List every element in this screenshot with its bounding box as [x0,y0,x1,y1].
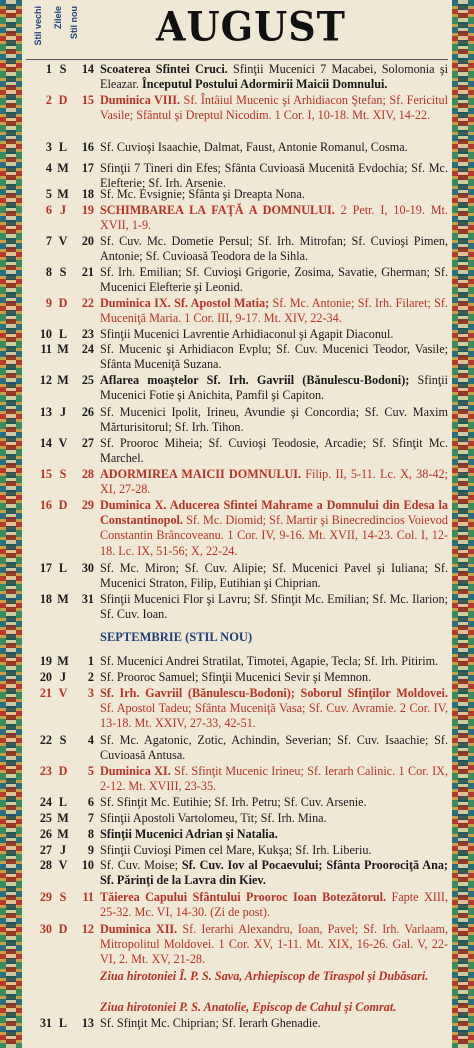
feast-text: Sf. Irh. Emilian; Sf. Cuvioşi Grigorie, Zosima, Savatie, Gherman; Sf. Mucenici Elefterie şi Leonid. [100,265,448,295]
new-style-date: 20 [81,234,94,248]
new-style-date: 25 [81,373,94,387]
weekday-letter: S [59,62,67,76]
feast-text: Sf. Mucenic şi Arhidiacon Evplu; Sf. Cuv. Mucenici Teodor, Vasile; Sfânta Muceniţă Suzana. [100,342,448,372]
feast-description [100,827,448,842]
feast-text: Sf. Mucenici Ipolit, Irineu, Avundie şi Concordia; Sf. Cuv. Maxim Mărturisitorul; Sf. Irh. Tihon. [100,405,448,435]
feast-description [100,373,448,403]
new-style-date: 15 [81,93,94,107]
weekday-letter: S [59,467,67,481]
old-style-date: 15 [39,467,52,481]
feast-description [100,561,448,591]
weekday-letter: V [58,686,68,700]
column-header-new-style: Stil nou [69,6,79,39]
weekday-letter: D [58,296,68,310]
feast-description [100,436,448,466]
feast-text: Sf. Apostol Tadeu; Sfânta Muceniţă Vasa; Sf. Cuv. Avramie. 2 Cor. IV, 13-18. Mt. XXIV, 27-33, 42-51. [100,701,448,731]
old-style-date: 16 [39,498,52,512]
feast-text: Fapte XIII, 25-32. Mc. VI, 14-30. (Zi de post). [100,890,448,920]
old-style-date: 20 [39,670,52,684]
weekday-letter: S [59,890,67,904]
new-style-date: 28 [81,467,94,481]
new-style-date: 24 [81,342,94,356]
new-style-date: 14 [81,62,94,76]
weekday-letter: S [59,265,67,279]
feast-text: Sf. Mc. Agatonic, Zotic, Achindin, Severian; Sf. Cuv. Isaachie; Sf. Cuvioasă Antusa. [100,733,448,763]
feast-description [100,296,448,326]
weekday-letter: M [57,827,69,841]
old-style-date: 18 [39,592,52,606]
weekday-letter: V [58,234,68,248]
new-style-date: 3 [87,686,94,700]
weekday-letter: L [58,140,68,154]
new-style-date: 9 [87,843,94,857]
weekday-letter: L [58,327,68,341]
old-style-date: 8 [45,265,52,279]
new-style-date: 7 [87,811,94,825]
feast-text: Sf. Sfinţit Mc. Chiprian; Sf. Ierarh Ghenadie. [100,1016,321,1030]
new-style-date: 16 [81,140,94,154]
old-style-date: 7 [45,234,52,248]
feast-text: Sf. Mc. Antonie; Sf. Irh. Filaret; Sf. Muceniţă Maria. 1 Cor. III, 9-17. Mt. XIV, 22-34. [100,296,448,326]
column-header-old-style: Stil vechi [33,6,43,46]
new-style-date: 11 [82,890,94,904]
feast-highlight: Sfinţii Mucenici Adrian şi Natalia. [100,827,278,841]
feast-description [100,670,448,685]
new-style-date: 5 [87,764,94,778]
old-style-date: 17 [39,561,52,575]
feast-highlight: Duminica X. Aducerea Sfintei Mahrame a Domnului din Edesa la Constantinopol. [100,498,448,528]
feast-text: Sf. Prooroc Samuel; Sfinţii Mucenici Sevir şi Memnon. [100,670,372,684]
weekday-letter: S [59,733,67,747]
feast-text: Sf. Cuv. Moise; [100,858,182,872]
feast-highlight: SCHIMBAREA LA FAŢĂ A DOMNULUI. [100,203,335,217]
ordination-note: Ziua hirotoniei P. S. Anatolie, Episcop de Cahul şi Comrat. [100,1000,397,1014]
weekday-letter: M [57,811,69,825]
weekday-letter: D [58,93,68,107]
feast-description [100,1016,448,1031]
old-style-date: 29 [39,890,52,904]
old-style-date: 28 [39,858,52,872]
feast-text: Filip. II, 5-11. Lc. X, 38-42; XI, 27-28. [100,467,448,497]
new-style-date: 4 [87,733,94,747]
weekday-letter: J [59,843,67,857]
feast-description [100,265,448,295]
weekday-letter: V [58,858,68,872]
feast-description [100,795,448,810]
new-style-date: 27 [81,436,94,450]
column-header-days: Zilele [53,6,63,30]
feast-highlight: Scoaterea Sfintei Cruci. [100,62,228,76]
feast-description [100,858,448,888]
old-style-date: 26 [39,827,52,841]
weekday-letter: J [59,203,67,217]
feast-highlight: ADORMIREA MAICII DOMNULUI. [100,467,302,481]
new-style-date: 17 [81,161,94,175]
calendar-header [26,0,448,60]
weekday-letter: J [59,405,67,419]
old-style-date: 19 [39,654,52,668]
old-style-date: 30 [39,922,52,936]
feast-text: Sfinţii Mucenici Lavrentie Arhidiaconul şi Agapit Diaconul. [100,327,394,341]
feast-description [100,498,448,559]
weekday-letter: D [58,498,68,512]
feast-highlight: Duminica IX. Sf. Apostol Matia; [100,296,270,310]
feast-description [100,811,448,826]
old-style-date: 31 [39,1016,52,1030]
feast-highlight: Duminica VIII. [100,93,181,107]
feast-description [100,733,448,763]
feast-text: Sfinţii Mucenici 7 Macabei, Solomonia şi Eleazar. [100,62,448,92]
old-style-date: 25 [39,811,52,825]
feast-text: Sf. Cuvioşi Isaachie, Dalmat, Faust, Antonie Romanul, Cosma. [100,140,408,154]
feast-highlight: Sf. Irh. Gavriil (Bănulescu-Bodoni); Soborul Sfinţilor Moldovei. [100,686,448,700]
feast-description [100,890,448,920]
new-style-date: 19 [81,203,94,217]
feast-text: Sf. Sfinţit Mucenic Irineu; Sf. Ierarh Calinic. 1 Cor. IX, 2-12. Mt. XVIII, 23-35. [100,764,448,794]
weekday-letter: L [58,1016,68,1030]
feast-description [100,62,448,92]
weekday-letter: L [58,561,68,575]
feast-description [100,187,448,202]
feast-text: Sf. Ierarhi Alexandru, Ioan, Pavel; Sf. Irh. Varlaam, Mitropolitul Moldovei. 1 Cor. XV, 1-11. Mt. XIX, 16-26. Gal. V, 22-VI, 2. Mt. XV, 21-28. [100,922,449,967]
feast-description [100,342,448,372]
weekday-letter: M [57,161,69,175]
feast-highlight: Aflarea moaştelor Sf. Irh. Gavriil (Bănulescu-Bodoni); [100,373,410,387]
feast-highlight: Duminica XI. [100,764,171,778]
old-style-date: 13 [39,405,52,419]
feast-text: Sf. Mucenici Andrei Stratilat, Timotei, Agapie, Tecla; Sf. Irh. Pitirim. [100,654,439,668]
new-style-date: 29 [81,498,94,512]
feast-description [100,93,448,123]
feast-highlight: Tăierea Capului Sfântului Prooroc Ioan Botezătorul. [100,890,387,904]
new-style-date: 31 [81,592,94,606]
new-style-date: 13 [81,1016,94,1030]
ornamental-border-left [0,0,22,1048]
feast-text: Sfinţii Apostoli Vartolomeu, Tit; Sf. Irh. Mina. [100,811,327,825]
old-style-date: 14 [39,436,52,450]
feast-description [100,327,448,342]
feast-description [100,405,448,435]
weekday-letter: D [58,764,68,778]
feast-description [100,592,448,622]
feast-description [100,140,448,155]
weekday-letter: M [57,187,69,201]
feast-text: Sfinţii 7 Tineri din Efes; Sfânta Cuvioasă Mucenită Evdochia; Sf. Mc. Elefterie; Sf. Irh. Arsenie. [100,161,448,191]
new-style-date: 22 [81,296,94,310]
feast-text: Sf. Prooroc Miheia; Sf. Cuvioşi Teodosie, Arcadie; Sf. Sfinţit Mc. Marchel. [100,436,448,466]
old-style-date: 27 [39,843,52,857]
new-style-date: 10 [81,858,94,872]
old-style-date: 22 [39,733,52,747]
old-style-date: 12 [39,373,52,387]
new-style-date: 8 [87,827,94,841]
feast-description [100,922,448,968]
old-style-date: 6 [45,203,52,217]
old-style-date: 24 [39,795,52,809]
feast-description [100,467,448,497]
feast-highlight: Duminica XII. [100,922,178,936]
old-style-date: 5 [45,187,52,201]
feast-text: Sfinţii Mucenici Fotie şi Anichita, Pamfil şi Capiton. [100,373,448,403]
feast-description [100,764,448,794]
month-title: AUGUST [156,2,346,51]
weekday-letter: D [58,922,68,936]
new-style-date: 12 [81,922,94,936]
feast-text: Sfinţii Cuvioşi Pimen cel Mare, Kukşa; Sf. Irh. Liberiu. [100,843,372,857]
ornamental-border-right [452,0,474,1048]
weekday-letter: M [57,592,69,606]
old-style-date: 10 [39,327,52,341]
feast-description [100,654,448,669]
weekday-letter: M [57,654,69,668]
old-style-date: 1 [45,62,52,76]
feast-description [100,234,448,264]
feast-text: Sf. Mc. Miron; Sf. Cuv. Alipie; Sf. Mucenici Pavel şi Iuliana; Sf. Mucenici Straton, Filip, Eutihian şi Chiprian. [100,561,448,591]
feast-highlight-tail: Începutul Postului Adormirii Maicii Domnului. [141,77,388,92]
weekday-letter: J [59,670,67,684]
old-style-date: 11 [40,342,52,356]
new-style-date: 23 [81,327,94,341]
old-style-date: 9 [45,296,52,310]
old-style-date: 23 [39,764,52,778]
new-style-date: 21 [81,265,94,279]
feast-description [100,843,448,858]
feast-text: Sf. Mc. Evsignie; Sfânta şi Dreapta Nona. [100,187,305,201]
new-style-date: 6 [87,795,94,809]
feast-text: Sf. Întâiul Mucenic şi Arhidiacon Ştefan; Sf. Fericitul Vasile; Sfântul şi Dreptul Nicodim. 1 Cor. I, 10-18. Mt. XIV, 14-22. [100,93,448,123]
old-style-date: 4 [45,161,52,175]
new-style-date: 1 [87,654,94,668]
feast-text: Sf. Sfinţit Mc. Eutihie; Sf. Irh. Petru; Sf. Cuv. Arsenie. [100,795,367,809]
new-style-date: 2 [87,670,94,684]
new-style-date: 18 [81,187,94,201]
calendar-content [26,0,448,1048]
old-style-date: 21 [39,686,52,700]
new-style-date: 26 [81,405,94,419]
feast-description [100,203,448,233]
section-heading-september: SEPTEMBRIE (STIL NOU) [100,630,253,644]
feast-text: Sf. Cuv. Mc. Dometie Persul; Sf. Irh. Mitrofan; Sf. Cuvioşi Pimen, Antonie; Sf. Cuvioasă Teodora de la Sihla. [100,234,448,264]
new-style-date: 30 [81,561,94,575]
weekday-letter: V [58,436,68,450]
feast-text: Sf. Mc. Diomid; Sf. Martir şi Binecredincios Voievod Constantin Brâncoveanu. 1 Cor. IV, 9-16. Mt. XVII, 14-23. Col. I, 12-18. Lc. IX, 51-56; X, 22-24. [100,513,448,558]
old-style-date: 3 [45,140,52,154]
feast-description [100,686,448,732]
weekday-letter: L [58,795,68,809]
ordination-note: Ziua hirotoniei Î. P. S. Sava, Arhiepiscop de Tiraspol şi Dubăsari. [100,969,429,983]
feast-highlight-tail: Sf. Cuv. Iov al Pocaevului; Sfânta Proorociţă Ana; Sf. Părinţi de la Lavra din Kiev. [100,858,448,888]
old-style-date: 2 [45,93,52,107]
feast-text: Sfinţii Mucenici Flor şi Lavru; Sf. Sfinţit Mc. Emilian; Sf. Mc. Ilarion; Sf. Cuv. Ioan. [100,592,448,622]
feast-text: 2 Petr. I, 10-19. Mt. XVII, 1-9. [100,203,448,233]
weekday-letter: M [57,342,69,356]
weekday-letter: M [57,373,69,387]
